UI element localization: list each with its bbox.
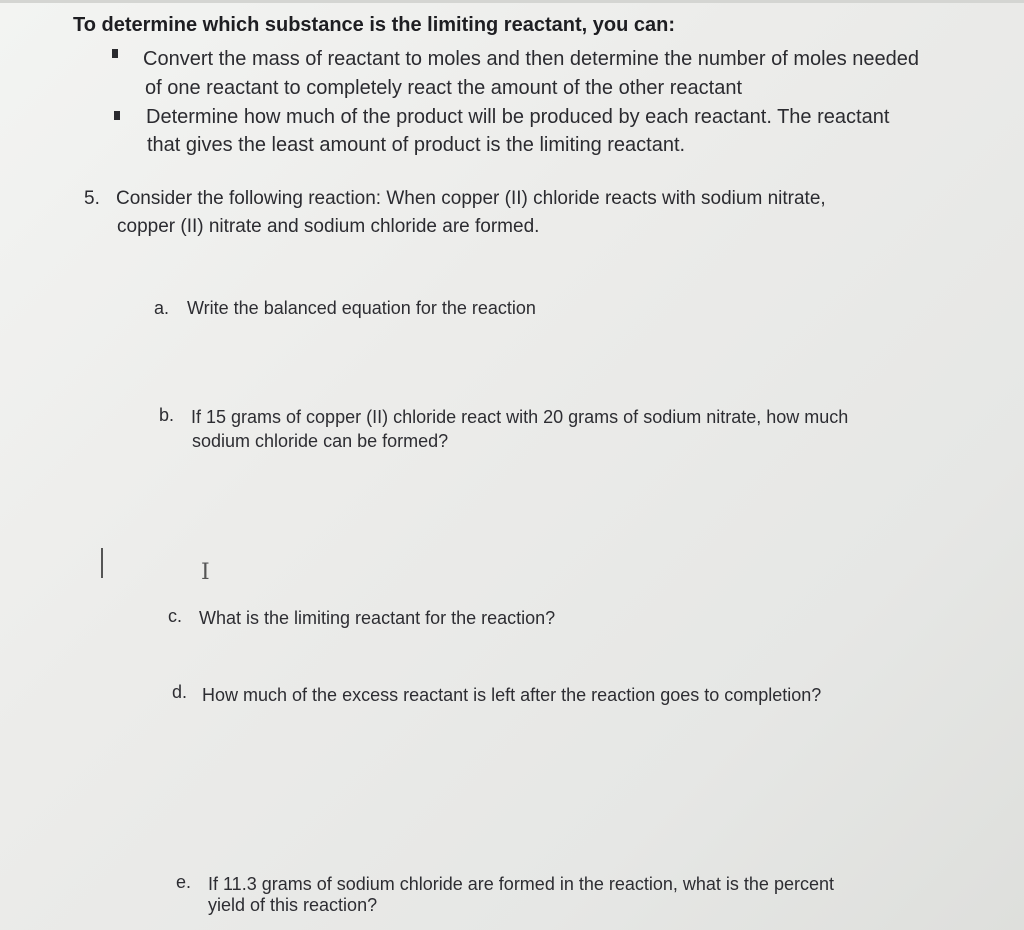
part-b-label: b. [159,405,175,425]
bullet-1-line-1: Convert the mass of reactant to moles and then determine the number of moles needed [143,48,919,70]
part-e-line-2: yield of this reaction? [208,895,378,915]
bullet-1-line-2: of one reactant to completely react the amount of the other reactant [145,77,743,99]
part-e-line-1: If 11.3 grams of sodium chloride are formed in the reaction, what is the percent [208,874,834,894]
part-c-label: c. [168,606,183,626]
part-c-text: What is the limiting reactant for the reaction? [199,608,556,628]
part-b-line-1: If 15 grams of copper (II) chloride react with 20 grams of sodium nitrate, how much [191,407,849,427]
part-d-label: d. [172,682,188,702]
bullet-2-line-2: that gives the least amount of product is the limiting reactant. [147,134,686,156]
part-a-label: a. [154,298,170,318]
part-e-label: e. [176,872,192,892]
bullet-marker-1 [112,49,118,58]
question-line-2: copper (II) nitrate and sodium chloride are formed. [117,216,540,237]
part-a-text: Write the balanced equation for the reaction [187,298,536,318]
page-top-edge [0,0,1024,3]
cursor-line [101,548,103,578]
question-number: 5. [84,188,100,209]
text-cursor-icon: I [201,560,210,585]
section-heading: To determine which substance is the limiting reactant, you can: [73,14,675,36]
part-d-text: How much of the excess reactant is left after the reaction goes to completion? [202,685,822,705]
bullet-marker-2 [114,111,120,120]
question-line-1: Consider the following reaction: When copper (II) chloride reacts with sodium nitrate, [116,188,826,209]
bullet-2-line-1: Determine how much of the product will be produced by each reactant. The reactant [146,106,890,128]
part-b-line-2: sodium chloride can be formed? [192,431,449,451]
